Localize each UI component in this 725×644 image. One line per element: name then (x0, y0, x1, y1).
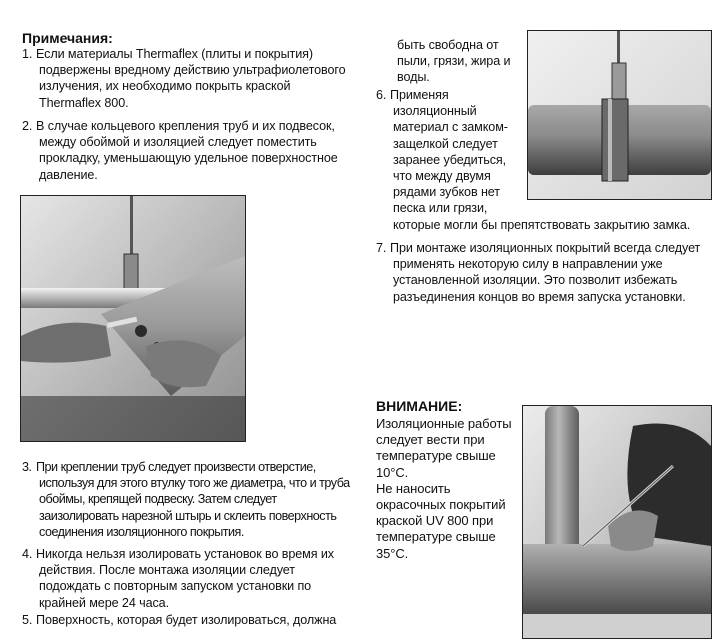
note-line: Применяя (390, 88, 449, 102)
note-line: которые могли бы препятствовать закрытию замка. (393, 217, 691, 232)
warning-line: Не наносить (376, 480, 451, 496)
note-line: соединения изоляционного покрытия. (39, 524, 244, 539)
warning-line: следует вести при (376, 432, 485, 448)
note-line: пыли, грязи, жира и (397, 54, 511, 69)
note-line: прокладку, уменьшающую удельное поверхностное (39, 151, 338, 166)
photo-insulation-joint (522, 405, 712, 639)
warning-line: температуре свыше (376, 529, 496, 545)
note-line: материал с замком- (393, 120, 508, 135)
note-number: 3. (22, 460, 32, 474)
warning-line: температуре свыше (376, 448, 496, 464)
note-line: Поверхность, которая будет изолироваться, должна (36, 613, 337, 627)
note-line: Если материалы Thermaflex (плиты и покрытия) (36, 47, 313, 61)
note-line: воды. (397, 70, 430, 85)
note-item-6 (376, 87, 706, 233)
photo-pipe-hanger-hole (20, 195, 246, 442)
note-line: изоляционный (393, 104, 477, 119)
note-line: песка или грязи, (393, 201, 488, 216)
note-line: между обоймой и изоляцией следует поместить (39, 135, 317, 150)
warning-line: 10°С. (376, 464, 409, 480)
note-line: установленной изоляции. Это позволит избежать (393, 273, 678, 288)
note-number: 5. (22, 613, 33, 627)
note-number: 4. (22, 547, 33, 561)
warning-line: краской UV 800 при (376, 513, 494, 529)
warning-line: окрасочных покрытий (376, 497, 506, 513)
note-line: излучения, их необходимо покрыть краской (39, 79, 291, 94)
note-line: При креплении труб следует произвести отверстие, (36, 460, 316, 474)
note-item-2 (22, 118, 367, 183)
note-line: используя для этого втулку того же диаметра, что и труба (39, 476, 350, 491)
note-line: Thermaflex 800. (39, 95, 129, 110)
note-line: разъединения концов во время запуска установки. (393, 289, 686, 304)
note-number: 6. (376, 88, 387, 102)
note-line: крайней мере 24 часа. (39, 595, 169, 610)
note-line: действия. После монтажа изоляции следует (39, 563, 295, 578)
note-line: заранее убедиться, (393, 152, 507, 167)
note-line: подождать с повторным запуском установки по (39, 579, 312, 594)
note-item-3 (22, 459, 367, 540)
note-line: В случае кольцевого крепления труб и их подвесок, (36, 119, 335, 133)
note-number: 2. (22, 119, 33, 133)
note-line: обоймы, крепящей подвеску. Затем следует (39, 492, 277, 507)
note-line: рядами зубков нет (393, 185, 500, 200)
note-line: что между двумя (393, 169, 491, 184)
note-line: При монтаже изоляционных покрытий всегда следует (390, 241, 701, 255)
note-item-7 (376, 240, 716, 305)
warning-line: Изоляционные работы (376, 416, 512, 431)
warning-heading: ВНИМАНИЕ: (376, 398, 463, 414)
warning-text (376, 416, 516, 562)
note-item-4 (22, 546, 367, 611)
note-item-5 (22, 612, 367, 628)
note-item-5-continued (397, 37, 517, 86)
note-line: быть свободна от (397, 38, 499, 52)
note-line: давление. (39, 167, 98, 182)
note-line: применять некоторую силу в направлении уже (393, 257, 663, 272)
note-item-1 (22, 46, 367, 111)
note-line: подвержены вредному действию ультрафиолетового (39, 63, 346, 78)
note-line: заизолировать нарезной штырь и склеить поверхность (39, 508, 337, 523)
warning-line: 35°С. (376, 545, 409, 561)
note-number: 7. (376, 241, 387, 255)
note-line: защелкой следует (393, 136, 498, 151)
note-line: Никогда нельзя изолировать установок во время их (36, 547, 334, 561)
notes-heading: Примечания: (22, 30, 113, 46)
note-number: 1. (22, 47, 33, 61)
